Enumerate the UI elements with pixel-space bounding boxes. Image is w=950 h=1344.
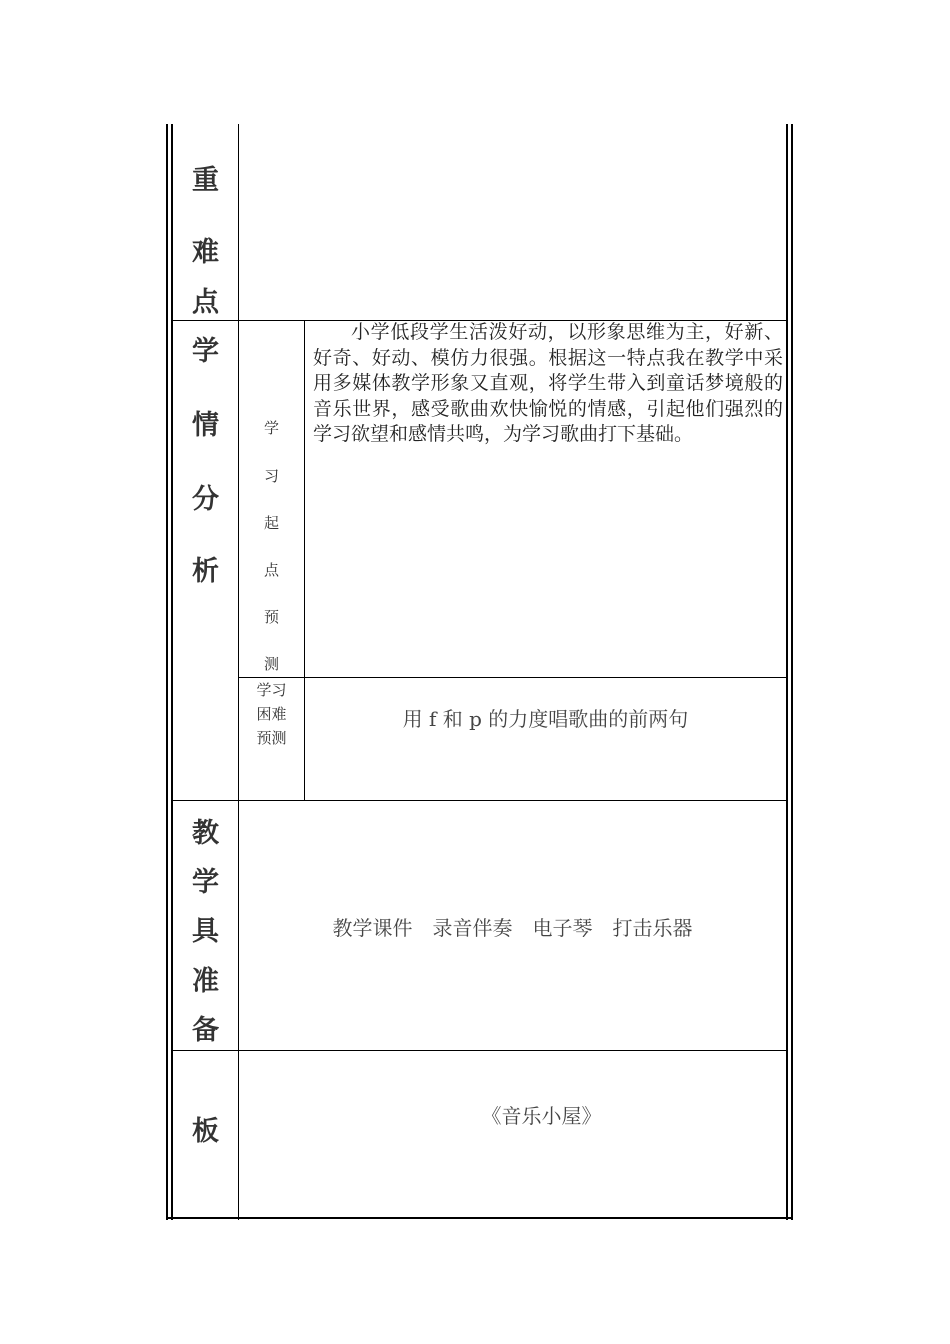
- sublabel-char: 习: [263, 467, 279, 485]
- key-difficulty-label: [173, 124, 238, 320]
- outer-right-border-inner: [786, 124, 788, 1220]
- label-char: 准: [192, 966, 219, 997]
- difficulty-prediction-text: 用 f 和 p 的力度唱歌曲的前两句: [402, 707, 689, 731]
- board-title-text: 《音乐小屋》: [481, 1104, 602, 1128]
- label-char: 情: [192, 410, 219, 441]
- row-divider-sub: [238, 677, 786, 678]
- label-char: 备: [192, 1015, 219, 1046]
- sublabel-line: 预测: [256, 729, 287, 747]
- teaching-prep-label: [173, 801, 238, 1050]
- sublabel-line: 学习: [256, 681, 287, 699]
- board-label: [173, 1051, 238, 1217]
- sublabel-char: 起: [263, 514, 279, 532]
- row-divider-2: [173, 800, 786, 801]
- label-char: 学: [192, 336, 219, 367]
- starting-point-text: 小学低段学生活泼好动，以形象思维为主，好新、好奇、好动、模仿力很强。根据这一特点我在教学中采用多媒体教学形象又直观，将学生带入到童话梦境般的音乐世界，感受歌曲欢快愉悦的情感，引起他们强烈的学习欲望和感情共鸣，为学习歌曲打下基础。: [313, 321, 783, 445]
- label-char: 难: [192, 237, 219, 268]
- label-char: 重: [192, 165, 219, 196]
- starting-point-label: [239, 321, 304, 677]
- outer-left-border: [166, 124, 168, 1220]
- sublabel-char: 学: [263, 419, 279, 437]
- sublabel-char: 预: [263, 608, 279, 626]
- teaching-prep-text: 教学课件 录音伴奏 电子琴 打击乐器: [332, 916, 693, 940]
- difficulty-prediction-label: [239, 678, 304, 798]
- learner-analysis-label: [173, 321, 238, 800]
- label-char: 析: [192, 556, 219, 587]
- label-char: 板: [192, 1116, 219, 1147]
- label-char: 教: [192, 818, 219, 849]
- row-divider-3: [173, 1050, 786, 1051]
- sublabel-char: 点: [263, 561, 279, 579]
- outer-right-border: [791, 124, 793, 1220]
- label-char: 分: [192, 484, 219, 515]
- sublabel-char: 测: [263, 655, 279, 673]
- label-char: 点: [192, 287, 219, 318]
- table-bottom-border: [166, 1217, 793, 1219]
- label-char: 具: [192, 916, 219, 947]
- sublabel-line: 困难: [256, 705, 287, 723]
- label-char: 学: [192, 867, 219, 898]
